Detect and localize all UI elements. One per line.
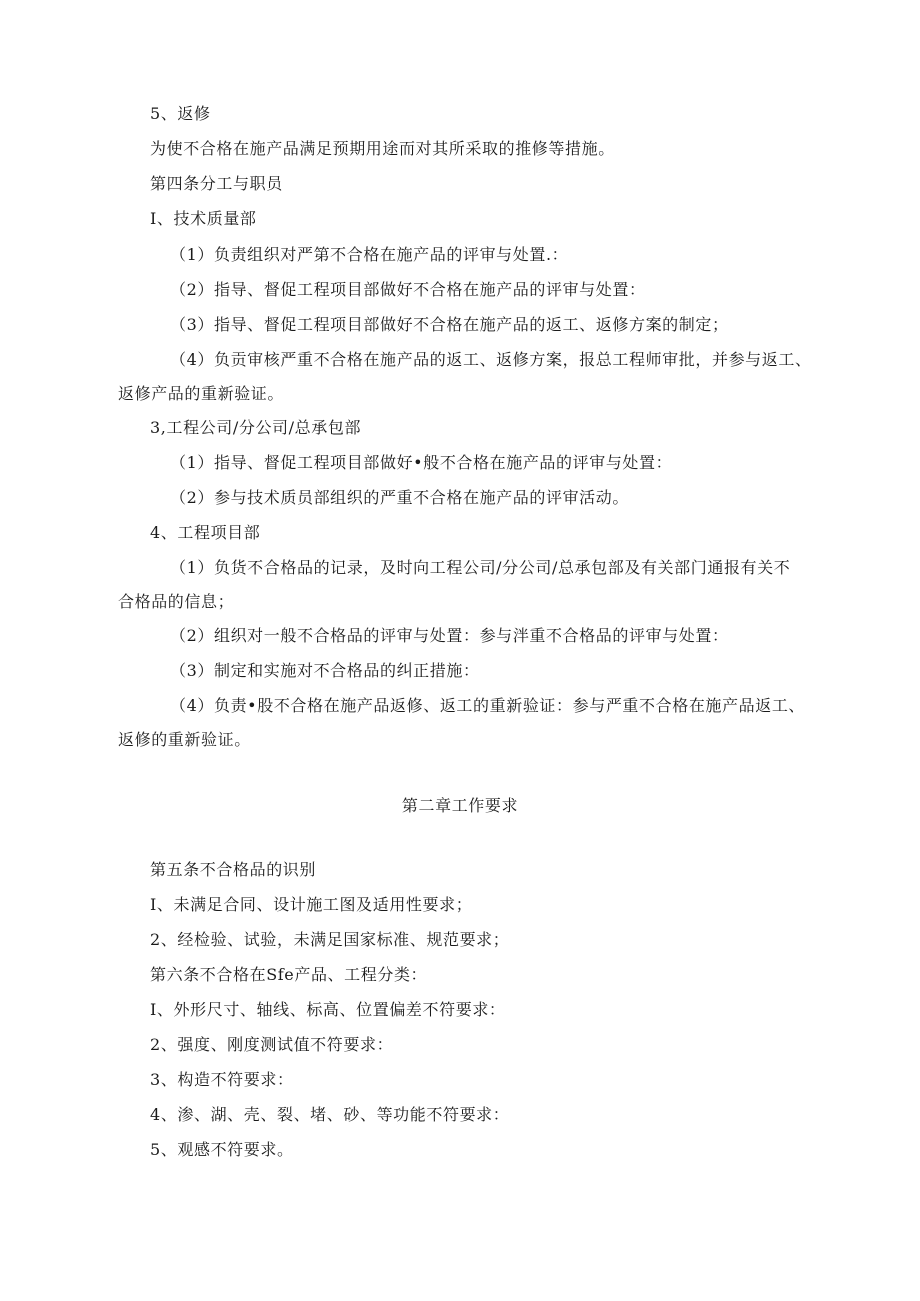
- tech-quality-duty-2: （2）指导、督促工程项目部做好不合格在施产品的评审与处置：: [170, 280, 646, 299]
- project-dept-duty-4-cont: 返修的重新验证。: [118, 730, 251, 749]
- rework-definition: 为使不合格在施产品满足预期用途而对其所采取的推修等措施。: [150, 139, 615, 158]
- tech-quality-duty-3: （3）指导、督促工程项目部做好不合格在施产品的返工、返修方案的制定；: [170, 315, 729, 334]
- project-dept-duty-1: （1）负货不合格品的记录，及时向工程公司/分公司/总承包部及有关部门通报有关不: [170, 558, 791, 577]
- identification-item-1: I、未满足合同、设计施工图及适用性要求；: [150, 895, 473, 914]
- identification-item-2: 2、经检验、试验，未满足国家标准、规范要求；: [150, 930, 510, 949]
- project-dept-duty-4: （4）负责•股不合格在施产品返修、返工的重新验证：参与严重不合格在施产品返工、: [170, 696, 806, 715]
- engineering-company-duty-2: （2）参与技术质员部组织的严重不合格在施产品的评审活动。: [170, 488, 629, 507]
- engineering-company-heading: 3,工程公司/分公司/总承包部: [150, 418, 362, 437]
- project-dept-heading: 4、工程项目部: [150, 523, 261, 542]
- tech-quality-duty-4: （4）负贡审核严重不合格在施产品的返工、返修方案，报总工程师审批，并参与返工、: [170, 350, 812, 369]
- classification-item-4: 4、渗、湖、壳、裂、堵、砂、等功能不符要求：: [150, 1105, 510, 1124]
- item-5-rework: 5、返修: [150, 104, 211, 123]
- tech-quality-dept-heading: I、技术质量部: [150, 209, 257, 228]
- classification-item-2: 2、强度、刚度测试值不符要求：: [150, 1035, 394, 1054]
- project-dept-duty-3: （3）制定和实施对不合格品的纠正措施：: [170, 661, 480, 680]
- tech-quality-duty-4-cont: 返修产品的重新验证。: [118, 384, 285, 403]
- project-dept-duty-2: （2）组织对一般不合格品的评审与处置：参与泮重不合格品的评审与处置：: [170, 626, 729, 645]
- article-6-heading: 第六条不合格在Sfe产品、工程分类：: [150, 965, 428, 984]
- article-4-heading: 第四条分工与职员: [150, 174, 283, 193]
- classification-item-3: 3、构造不符要求：: [150, 1070, 294, 1089]
- classification-item-5: 5、观感不符要求。: [150, 1140, 294, 1159]
- engineering-company-duty-1: （1）指导、督促工程项目部做好•般不合格在施产品的评审与处置：: [170, 453, 673, 472]
- project-dept-duty-1-cont: 合格品的信息；: [118, 592, 235, 611]
- classification-item-1: I、外形尺寸、轴线、标高、位置偏差不符要求：: [150, 1000, 506, 1019]
- article-5-heading: 第五条不合格品的识别: [150, 860, 317, 879]
- tech-quality-duty-1: （1）负责组织对严第不合格在施产品的评审与处置.：: [170, 245, 569, 264]
- chapter-2-title: 第二章工作要求: [401, 796, 519, 815]
